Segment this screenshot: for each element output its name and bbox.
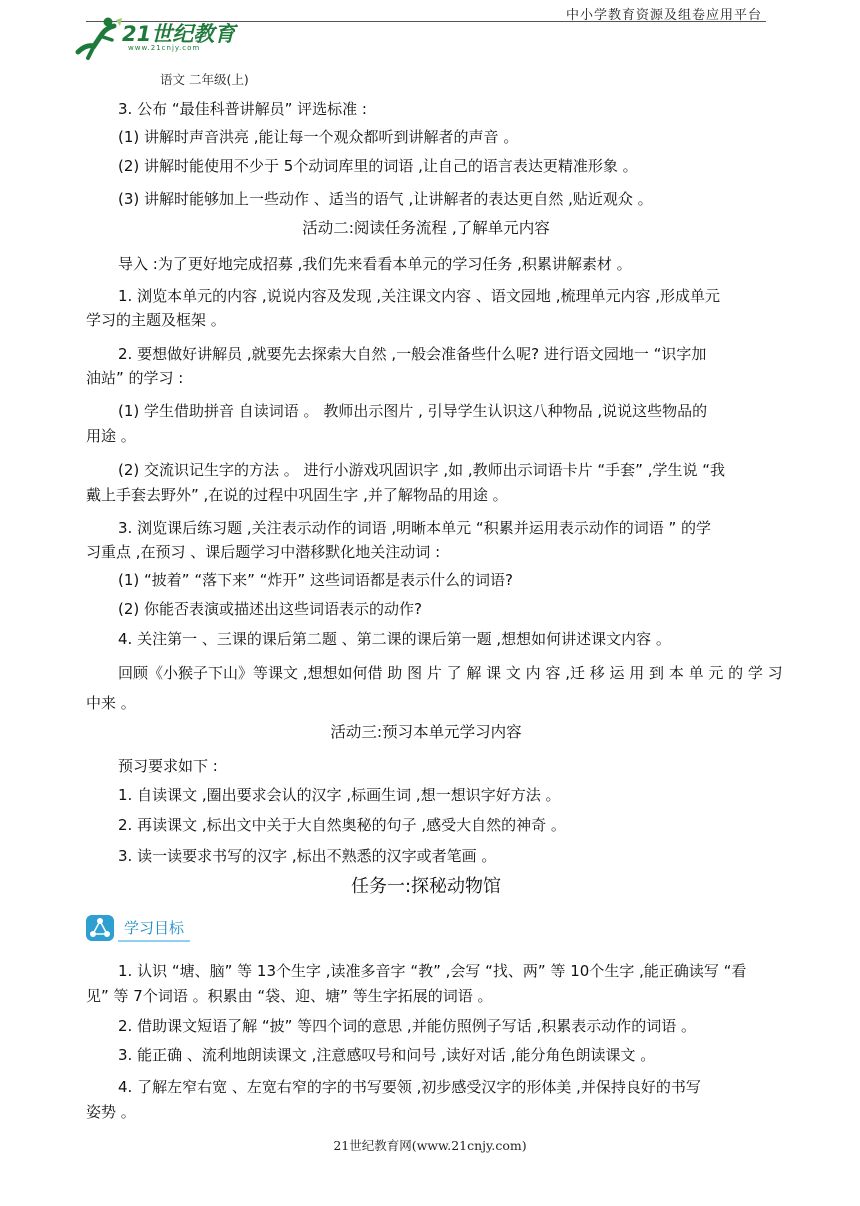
section-heading: 活动三:预习本单元学习内容: [330, 723, 522, 741]
logo-url: www.21cnjy.com: [128, 44, 201, 52]
section-heading: 活动二:阅读任务流程 ,了解单元内容: [302, 219, 550, 237]
paragraph-line: (2) 交流识记生字的方法 。 进行小游戏巩固识字 ,如 ,教师出示词语卡片 “手套” ,学生说 “我: [118, 461, 726, 479]
paragraph-line: 2. 再读课文 ,标出文中关于大自然奥秘的句子 ,感受大自然的神奇 。: [118, 816, 566, 834]
paragraph-line: 3. 浏览课后练习题 ,关注表示动作的词语 ,明晰本单元 “积累并运用表示动作的词语 ” 的学: [118, 519, 712, 537]
paragraph-line: 见” 等 7个词语 。积累由 “袋、迎、塘” 等生字拓展的词语 。: [86, 987, 493, 1005]
logo-text: 21世纪教育: [122, 22, 236, 46]
paragraph-line: 2. 要想做好讲解员 ,就要先去探索大自然 ,一般会准备些什么呢? 进行语文园地一 “识字加: [118, 345, 707, 363]
site-logo: [72, 16, 242, 60]
learning-goal-label: 学习目标: [118, 916, 190, 942]
paragraph-line: 用途 。: [86, 427, 136, 445]
paragraph-line: 导入 :为了更好地完成招募 ,我们先来看看本单元的学习任务 ,积累讲解素材 。: [118, 255, 632, 273]
paragraph-line: (1) 讲解时声音洪亮 ,能让每一个观众都听到讲解者的声音 。: [118, 128, 519, 146]
paragraph-line: 学习的主题及框架 。: [86, 311, 226, 329]
paragraph-line: 姿势 。: [86, 1103, 136, 1121]
paragraph-line: 2. 借助课文短语了解 “披” 等四个词的意思 ,并能仿照例子写话 ,积累表示动作的词语 。: [118, 1017, 697, 1035]
runner-logo-icon: [72, 16, 122, 60]
footer-text: 21世纪教育网(www.21cnjy.com): [333, 1138, 527, 1153]
paragraph-line: (1) “披着” “落下来” “炸开” 这些词语都是表示什么的词语?: [118, 571, 513, 589]
platform-name: 中小学教育资源及组卷应用平台: [565, 8, 762, 23]
paragraph-line: 1. 自读课文 ,圈出要求会认的汉字 ,标画生词 ,想一想识字好方法 。: [118, 786, 561, 804]
task-heading: 任务一:探秘动物馆: [350, 876, 502, 897]
learning-goal-badge: [86, 913, 202, 943]
paragraph-line: 4. 了解左窄右宽 、左宽右窄的字的书写要领 ,初步感受汉字的形体美 ,并保持良好的书写: [118, 1078, 701, 1096]
paragraph-line: 中来 。: [86, 694, 136, 712]
paragraph-line: 3. 读一读要求书写的汉字 ,标出不熟悉的汉字或者笔画 。: [118, 847, 497, 865]
paragraph-line: 1. 浏览本单元的内容 ,说说内容及发现 ,关注课文内容 、语文园地 ,梳理单元内容 ,形成单元: [118, 287, 720, 305]
paragraph-line: 4. 关注第一 、三课的课后第二题 、第二课的课后第一题 ,想想如何讲述课文内容 。: [118, 630, 671, 648]
paragraph-line: 3. 公布 “最佳科普讲解员” 评选标准 :: [118, 100, 367, 118]
paragraph-line: (1) 学生借助拼音 自读词语 。 教师出示图片 , 引导学生认识这八种物品 ,说说这些物品的: [118, 402, 708, 420]
learning-goal-icon: [86, 915, 114, 941]
paragraph-line: 回顾《小猴子下山》等课文 ,想想如何借 助 图 片 了 解 课 文 内 容 ,迁 移 运 用 到 本 单 元 的 学 习: [118, 664, 783, 682]
paragraph-line: 习重点 ,在预习 、课后题学习中潜移默化地关注动词 :: [86, 543, 441, 561]
paragraph-line: (2) 你能否表演或描述出这些词语表示的动作?: [118, 600, 422, 618]
paragraph-line: 戴上手套去野外” ,在说的过程中巩固生字 ,并了解物品的用途 。: [86, 486, 508, 504]
paragraph-line: (2) 讲解时能使用不少于 5个动词库里的词语 ,让自己的语言表达更精准形象 。: [118, 157, 638, 175]
paragraph-line: 1. 认识 “塘、脑” 等 13个生字 ,读准多音字 “教” ,会写 “找、两” 等 10个生字 ,能正确读写 “看: [118, 962, 747, 980]
subject-grade: 语文 二年级(上): [160, 72, 249, 87]
paragraph-line: 油站” 的学习 :: [86, 369, 184, 387]
paragraph-line: 预习要求如下 :: [118, 757, 218, 775]
paragraph-line: 3. 能正确 、流利地朗读课文 ,注意感叹号和问号 ,读好对话 ,能分角色朗读课文 。: [118, 1046, 656, 1064]
paragraph-line: (3) 讲解时能够加上一些动作 、适当的语气 ,让讲解者的表达更自然 ,贴近观众 。: [118, 190, 653, 208]
